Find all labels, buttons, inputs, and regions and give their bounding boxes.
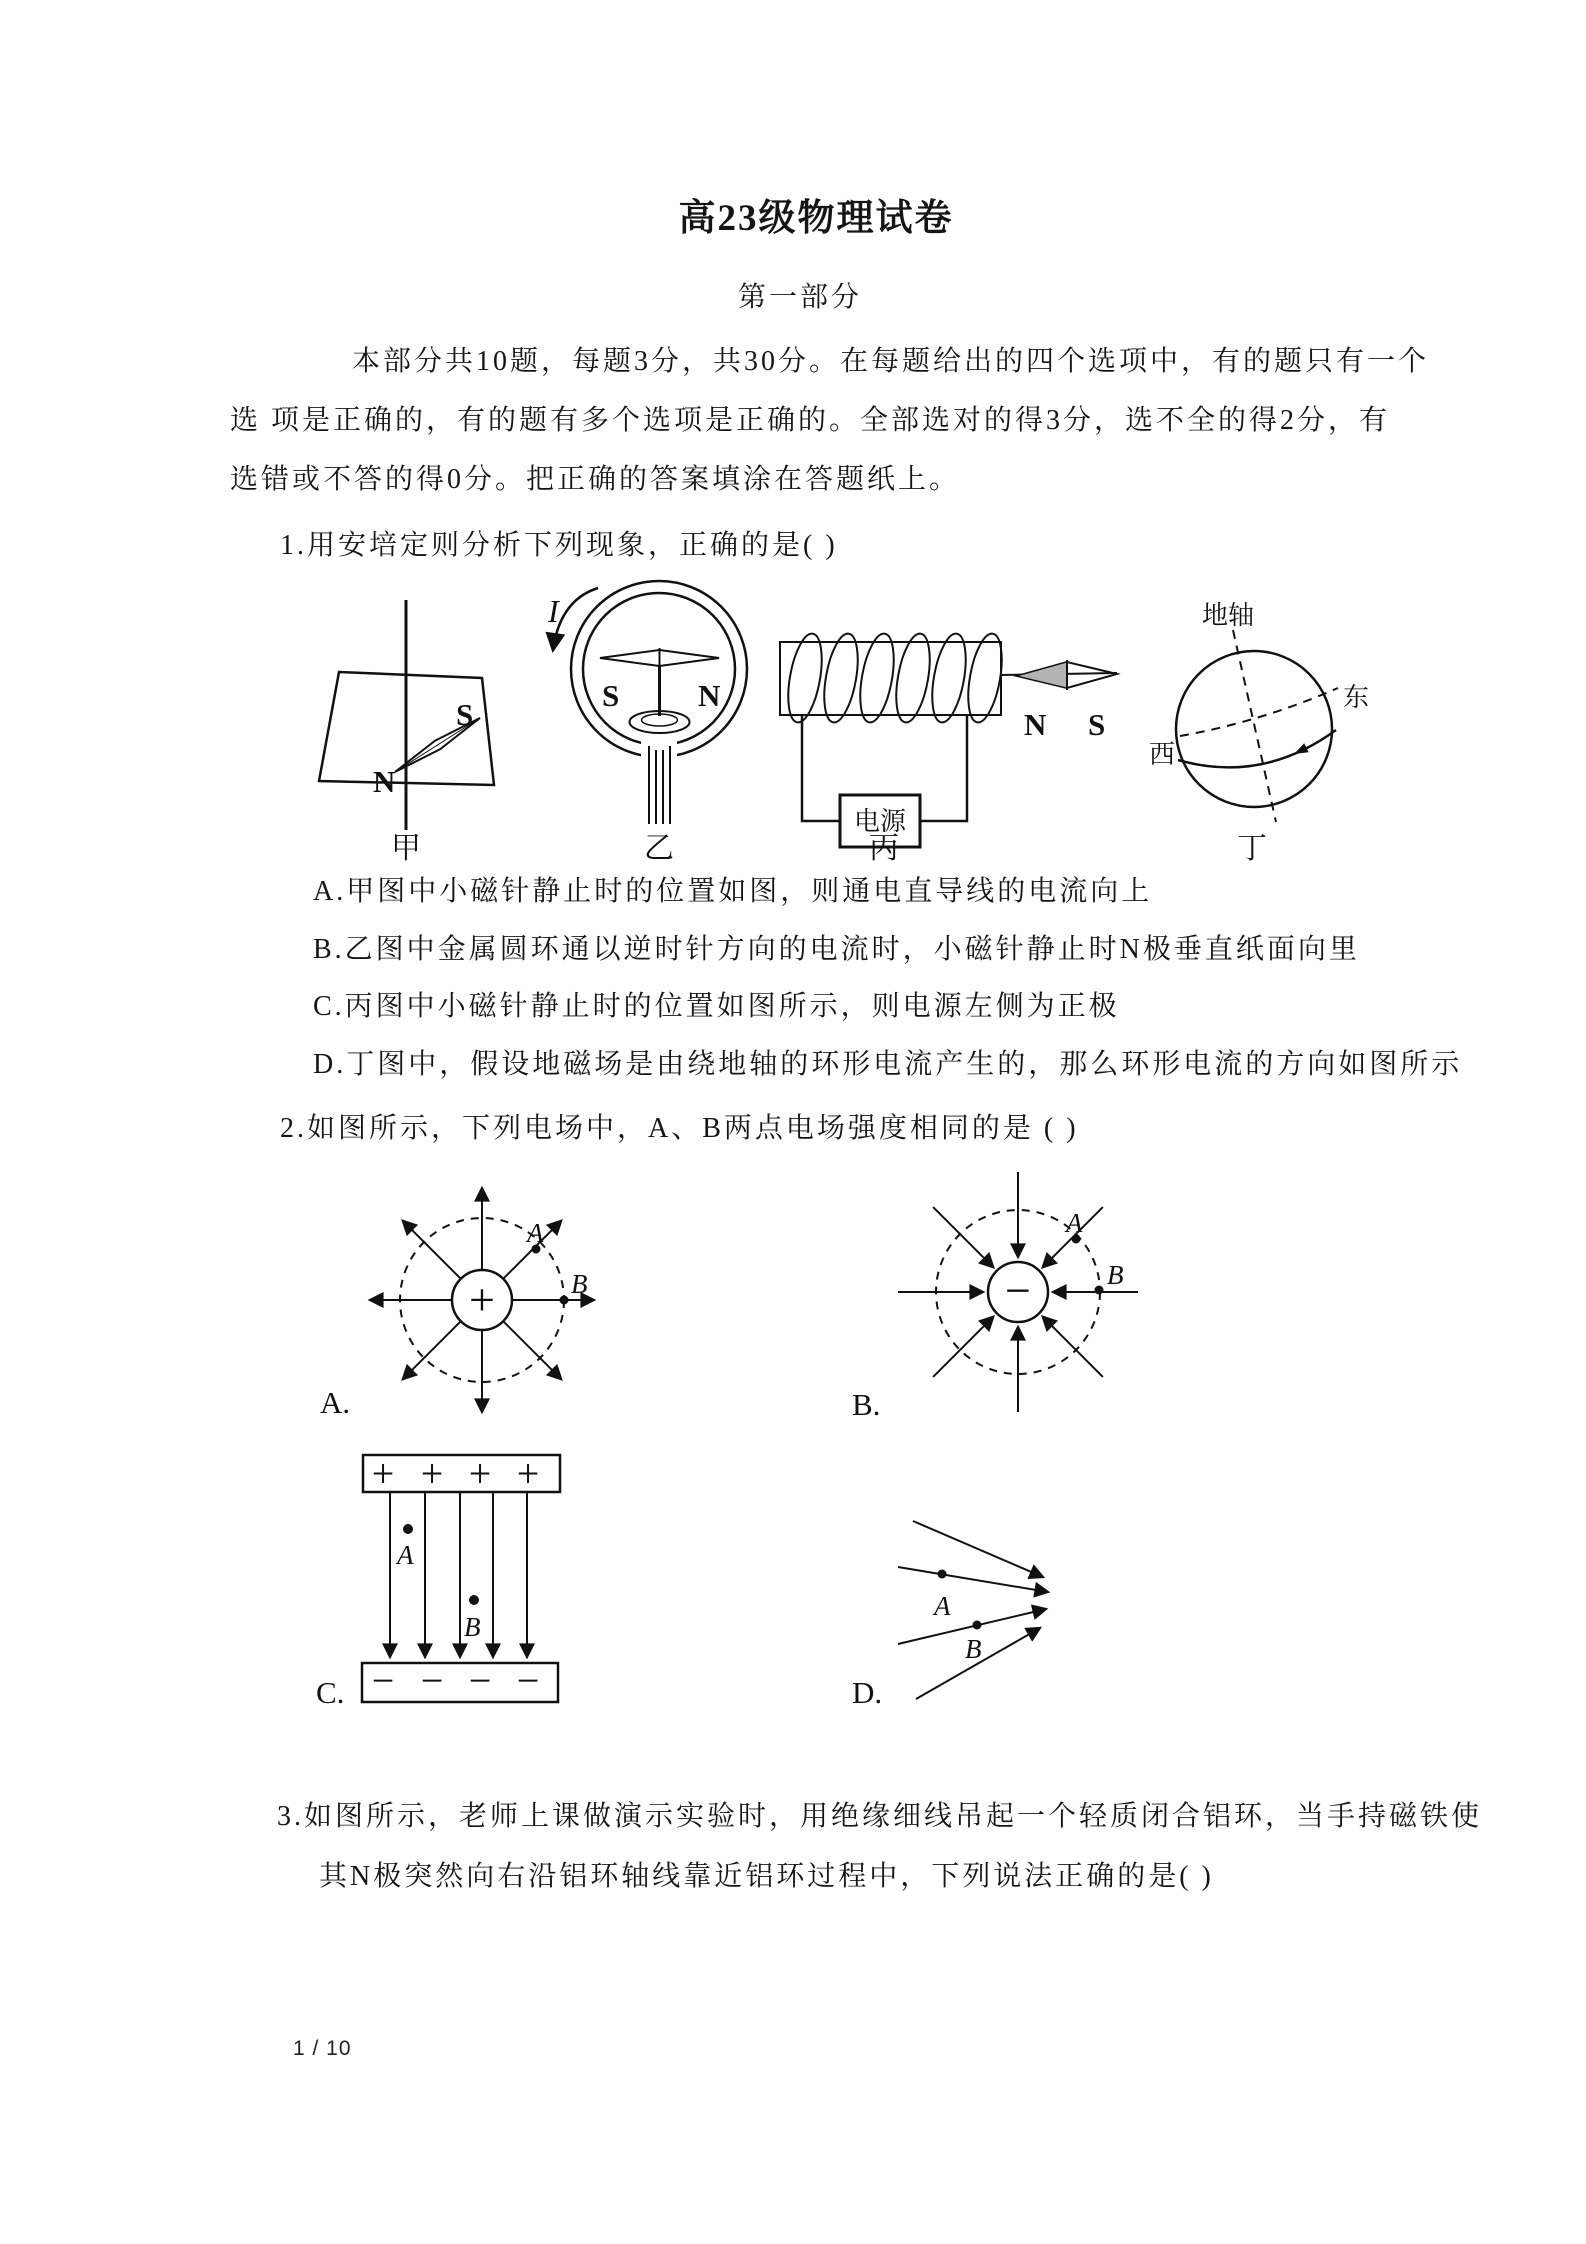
- section-heading: 第一部分: [737, 282, 863, 313]
- point-a-label: A: [1066, 1208, 1083, 1238]
- plate-minus-sign: −: [371, 1658, 395, 1703]
- ring-current-arc: [1178, 730, 1336, 767]
- question-1-option-a: A.甲图中小磁针静止时的位置如图，则通电直导线的电流向上: [313, 876, 1153, 907]
- point-b-label: B: [571, 1269, 588, 1299]
- earth-axis-label: 地轴: [1201, 601, 1255, 630]
- figure-jia-wire-and-plane: [319, 600, 494, 865]
- question-1-figures: [230, 560, 1440, 870]
- charge-sign: −: [1005, 1265, 1031, 1316]
- west-label: 西: [1149, 740, 1176, 769]
- figure-c-parallel-plates: [316, 1451, 560, 1710]
- intro-line-2: 选 项是正确的，有的题有多个选项是正确的。全部选对的得3分，选不全的得2分，有: [230, 405, 1391, 436]
- point-b-label: B: [464, 1612, 481, 1642]
- figure-caption-b: B.: [852, 1387, 881, 1422]
- intro-line-1: 本部分共10题，每题3分，共30分。在每题给出的四个选项中，有的题只有一个: [352, 346, 1430, 377]
- point-b-label: B: [1107, 1260, 1124, 1290]
- ring-current-arrow-icon: [1294, 743, 1309, 754]
- intro-line-3: 选错或不答的得0分。把正确的答案填涂在答题纸上。: [230, 464, 961, 495]
- plate-plus-sign: +: [516, 1451, 540, 1496]
- power-supply-label: 电源: [853, 807, 907, 836]
- point-a-dot: [403, 1524, 413, 1534]
- question-2-stem: 2.如图所示，下列电场中，A、B两点电场强度相同的是 ( ): [280, 1113, 1079, 1144]
- point-b-dot: [1095, 1286, 1104, 1295]
- plate-minus-sign: −: [516, 1658, 540, 1703]
- figure-a-positive-charge: [320, 1188, 594, 1420]
- pole-label-s: S: [456, 697, 474, 732]
- question-3-line-1: 3.如图所示，老师上课做演示实验时，用绝缘细线吊起一个轻质闭合铝环，当手持磁铁使: [277, 1801, 1483, 1832]
- question-1-option-c: C.丙图中小磁针静止时的位置如图所示，则电源左侧为正极: [313, 991, 1120, 1022]
- figure-ding-earth: [1149, 601, 1369, 865]
- page-number: 1 / 10: [293, 2037, 352, 2060]
- plate-minus-sign: −: [468, 1658, 492, 1703]
- question-1-stem: 1.用安培定则分析下列现象，正确的是( ): [280, 530, 838, 561]
- plate-plus-sign: +: [371, 1451, 395, 1496]
- plate-minus-sign: −: [420, 1658, 444, 1703]
- current-label: I: [548, 593, 559, 629]
- figure-bing-solenoid: [780, 631, 1117, 865]
- point-a-dot: [938, 1570, 947, 1579]
- pole-label-n: N: [698, 678, 721, 713]
- point-a-label: A: [527, 1218, 544, 1248]
- question-3-line-2: 其N极突然向右沿铝环轴线靠近铝环过程中，下列说法正确的是( ): [319, 1861, 1214, 1892]
- figure-b-negative-charge: [852, 1172, 1138, 1422]
- pole-label-s: S: [602, 678, 620, 713]
- figure-caption-c: C.: [316, 1675, 345, 1710]
- plate-plus-sign: +: [468, 1451, 492, 1496]
- point-a-label: A: [397, 1540, 414, 1570]
- figure-caption-a: A.: [320, 1385, 351, 1420]
- figure-caption-jia: 甲: [391, 832, 421, 865]
- point-b-label: B: [965, 1634, 982, 1664]
- figure-caption-d: D.: [852, 1675, 883, 1710]
- figure-caption-yi: 乙: [644, 832, 674, 865]
- point-a-label: A: [934, 1591, 951, 1621]
- pole-label-n: N: [373, 764, 396, 799]
- figure-caption-bing: 丙: [869, 832, 899, 865]
- charge-sign: +: [469, 1274, 495, 1325]
- point-b-dot: [560, 1296, 569, 1305]
- page-title: 高23级物理试卷: [678, 198, 954, 239]
- point-b-dot: [469, 1595, 479, 1605]
- figure-yi-current-ring: [547, 581, 747, 865]
- east-label: 东: [1343, 683, 1370, 712]
- point-b-dot: [973, 1621, 982, 1630]
- plate-plus-sign: +: [420, 1451, 444, 1496]
- pole-label-s: S: [1088, 707, 1106, 742]
- question-1-option-d: D.丁图中，假设地磁场是由绕地轴的环形电流产生的，那么环形电流的方向如图所示: [313, 1049, 1463, 1080]
- question-1-option-b: B.乙图中金属圆环通以逆时针方向的电流时，小磁针静止时N极垂直纸面向里: [313, 934, 1360, 965]
- figure-d-converging-lines: [852, 1521, 1048, 1710]
- pole-label-n: N: [1024, 707, 1047, 742]
- figure-caption-ding: 丁: [1237, 832, 1267, 865]
- question-2-figures: [230, 1160, 1290, 1720]
